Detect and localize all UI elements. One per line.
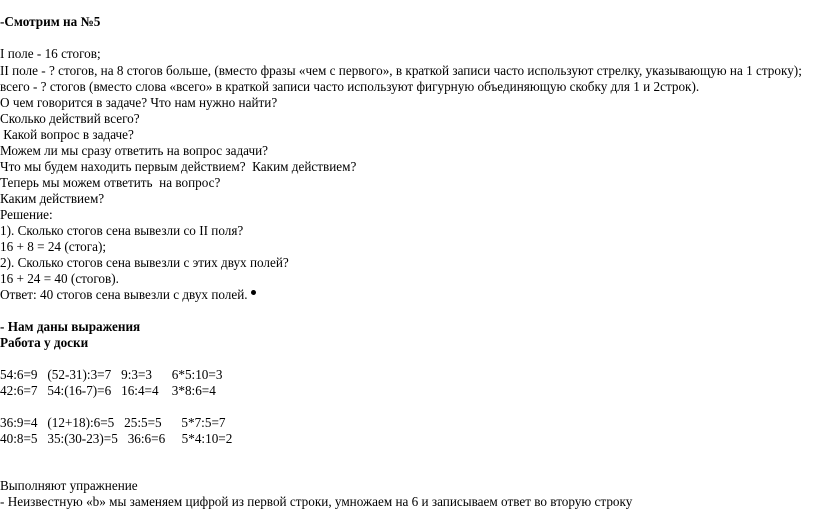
expressions-heading: - Нам даны выражения	[0, 319, 141, 334]
solution-step-2: 2). Сколько стогов сена вывезли с этих двух полей?	[0, 255, 289, 270]
problem-line-2: II поле - ? стогов, на 8 стогов больше, (вместо фразы «чем с первого», в краткой записи часто используют стрелку, указывающую на 1 строку);	[0, 63, 802, 78]
board-work-heading: Работа у доски	[0, 335, 89, 350]
solution-label: Решение:	[0, 207, 53, 222]
expressions-row-2: 42:6=7 54:(16-7)=6 16:4=4 3*8:6=4	[0, 383, 216, 398]
problem-line-3: всего - ? стогов (вместо слова «всего» в краткой записи часто используют фигурную объединяющую скобку для 1 и 2строк).	[0, 79, 700, 94]
solution-calc-2: 16 + 24 = 40 (стогов).	[0, 271, 119, 286]
expressions-row-1: 54:6=9 (52-31):3=7 9:3=3 6*5:10=3	[0, 367, 223, 382]
expressions-row-4: 40:8=5 35:(30-23)=5 36:6=6 5*4:10=2	[0, 431, 233, 446]
exercise-instruction: - Неизвестную «b» мы заменяем цифрой из первой строки, умножаем на 6 и записываем ответ во вторую строку	[0, 494, 633, 509]
solution-step-1: 1). Сколько стогов сена вывезли со II поля?	[0, 223, 244, 238]
section-heading: -Смотрим на №5	[0, 14, 101, 29]
exercise-heading: Выполняют упражнение	[0, 478, 138, 493]
question-1: О чем говорится в задаче? Что нам нужно найти?	[0, 95, 278, 110]
question-6: Теперь мы можем ответить на вопрос?	[0, 175, 221, 190]
expressions-row-3: 36:9=4 (12+18):6=5 25:5=5 5*7:5=7	[0, 415, 226, 430]
question-4: Можем ли мы сразу ответить на вопрос задачи?	[0, 143, 269, 158]
solution-calc-1: 16 + 8 = 24 (стога);	[0, 239, 107, 254]
question-7: Каким действием?	[0, 191, 105, 206]
solution-answer: Ответ: 40 стогов сена вывезли с двух полей.	[0, 287, 248, 302]
question-2: Сколько действий всего?	[0, 111, 140, 126]
problem-line-1: I поле - 16 стогов;	[0, 46, 101, 61]
bullet-dot-icon	[251, 290, 256, 295]
solution-answer-line	[0, 287, 256, 303]
question-5: Что мы будем находить первым действием? Каким действием?	[0, 159, 357, 174]
question-3: Какой вопрос в задаче?	[0, 127, 134, 142]
